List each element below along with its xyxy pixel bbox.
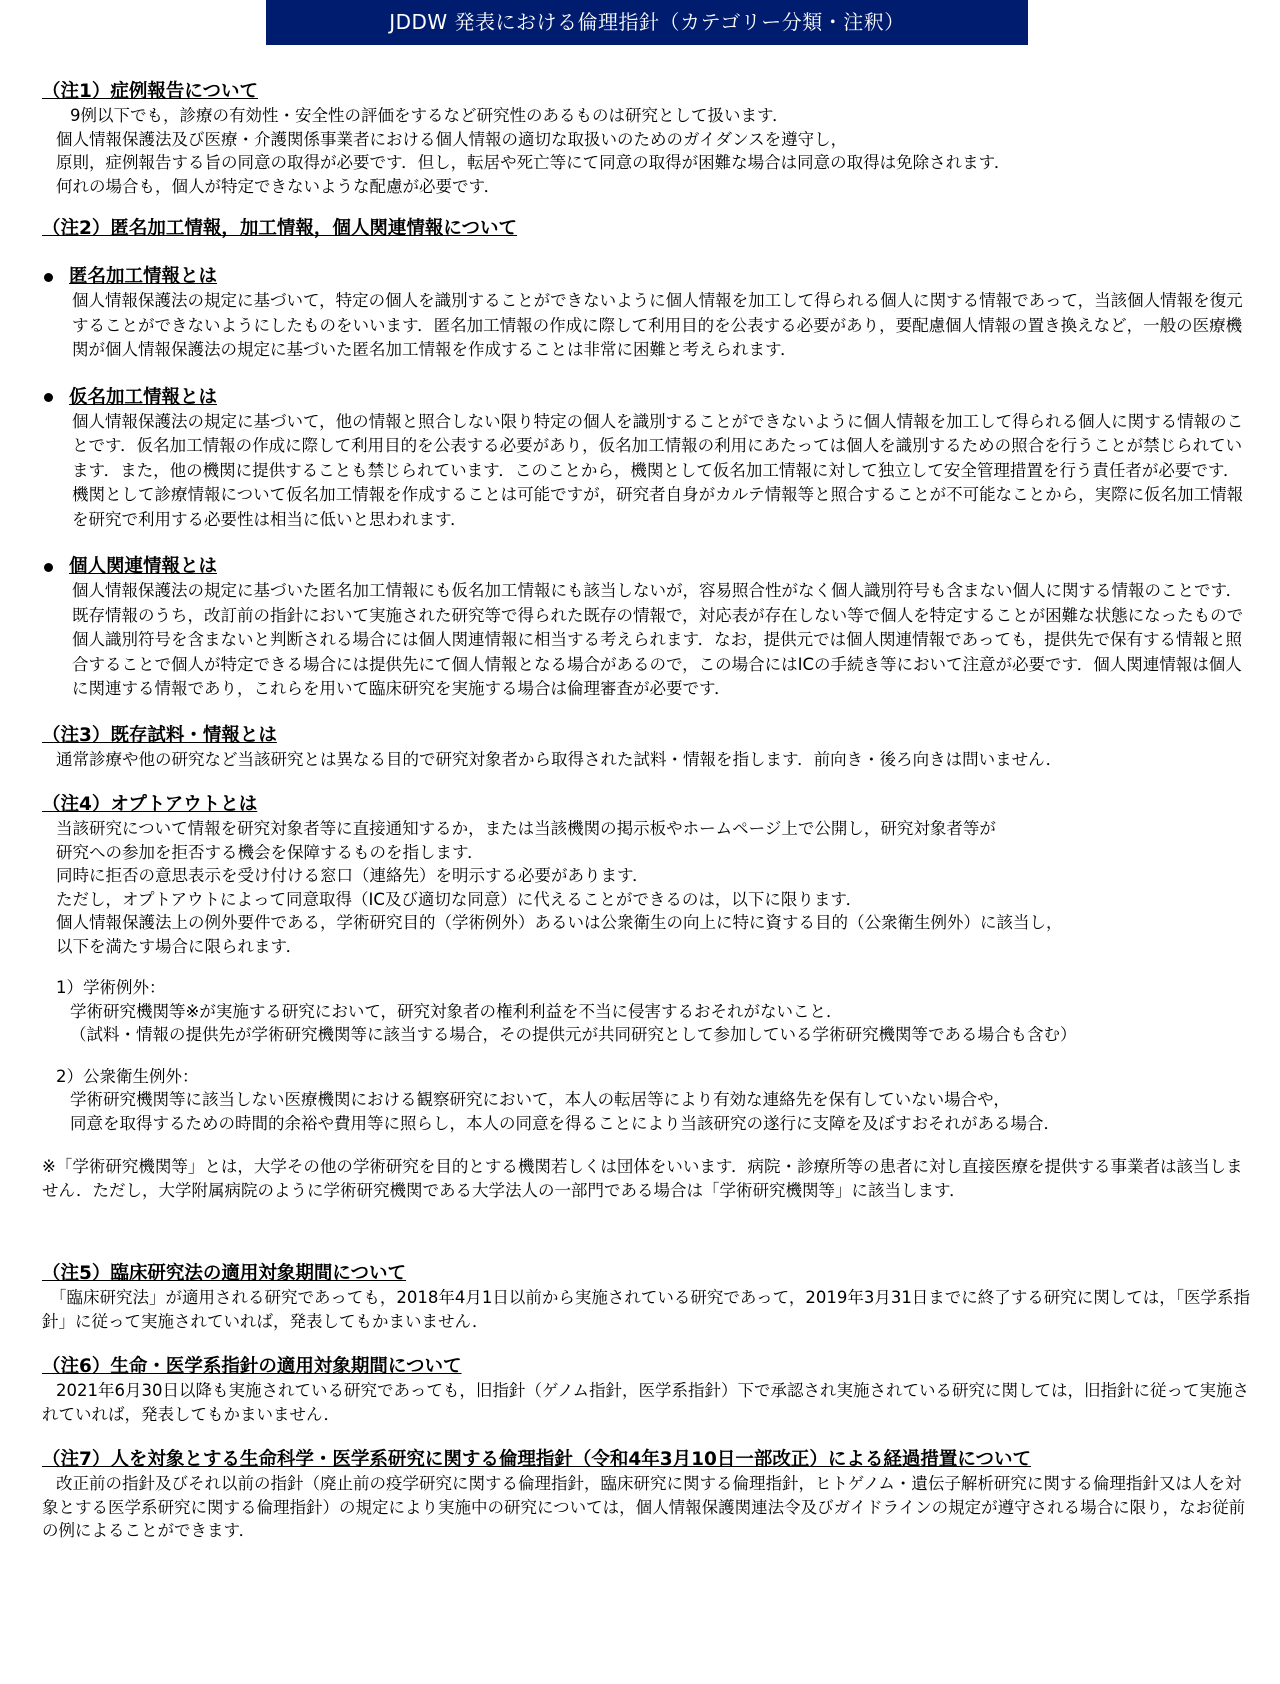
document-title: JDDW 発表における倫理指針（カテゴリー分類・注釈）: [266, 0, 1028, 45]
paragraph-line: 9例以下でも，診療の有効性・安全性の評価をするなど研究性のあるものは研究として扱います．: [70, 106, 789, 125]
section-note3: [42, 724, 1252, 772]
section-heading: （注4）オプトアウトとは: [42, 794, 258, 815]
footnote-paragraph: ※「学術研究機関等」とは，大学その他の学術研究を目的とする機関若しくは団体をいいます．病院・診療所等の患者に対し直接医療を提供する事業者は該当しません．ただし，大学附属病院のように学術研究機関である大学法人の一部門である場合は「学術研究機関等」に該当します．: [42, 1157, 1243, 1200]
document-body: [42, 80, 1252, 1562]
paragraph-line: 以下を満たす場合に限られます．: [56, 936, 303, 956]
bullet-item-heading: [42, 555, 1252, 579]
paragraph-line: 研究への参加を拒否する機会を保障するものを指します．: [56, 842, 484, 862]
section-heading: （注6）生命・医学系指針の適用対象期間について: [42, 1356, 462, 1377]
paragraph-line: 同時に拒否の意思表示を受け付ける窓口（連絡先）を明示する必要があります．: [56, 866, 649, 885]
bullet-icon: [44, 393, 53, 402]
section-heading: （注2）匿名加工情報，加工情報，個人関連情報について: [42, 218, 518, 239]
paragraph: 2021年6月30日以降も実施されている研究であっても，旧指針（ゲノム指針，医学系指針）下で承認され実施されている研究に関しては，旧指針に従って実施されていれば，発表してもかまいません．: [42, 1381, 1250, 1424]
bullet-paragraph: 個人情報保護法の規定に基づいて，他の情報と照合しない限り特定の個人を識別することができないように個人情報を加工して得られる個人に関する情報のことです．仮名加工情報の作成に際して利用目的を公表する必要があり，仮名加工情報の利用にあたっては個人を識別するための照合を行うことが禁じられています．また，他の機関に提供することも禁じられています．このことから，機関として仮名加工情報に対して独立して安全管理措置を行う責任者が必要です．機関として診療情報について仮名加工情報を作成することは可能ですが，研究者自身がカルテ情報等と照合することが不可能なことから，実際に仮名加工情報を研究で利用する必要性は相当に低いと思われます．: [72, 411, 1244, 529]
paragraph: 「臨床研究法」が適用される研究であっても，2018年4月1日以前から実施されている研究であって，2019年3月31日までに終了する研究に関しては，「医学系指針」に従って実施されていれば，発表してもかまいません．: [42, 1288, 1251, 1331]
section-note5: [42, 1262, 1252, 1333]
paragraph-line: 同意を取得するための時間的余裕や費用等に照らし，本人の同意を得ることにより当該研究の遂行に支障を及ぼすおそれがある場合．: [70, 1113, 1060, 1133]
bullet-paragraph: 個人情報保護法の規定に基づいて，特定の個人を識別することができないように個人情報を加工して得られる個人に関する情報であって，当該個人情報を復元することができないようにしたものをいいます．匿名加工情報の作成に際して利用目的を公表する必要があり，要配慮個人情報の置き換えなど，一般の医療機関が個人情報保護法の規定に基づいた匿名加工情報を作成することは非常に困難と考えられます．: [72, 291, 1243, 359]
section-heading: （注5）臨床研究法の適用対象期間について: [42, 1263, 407, 1284]
section-note7: [42, 1448, 1252, 1543]
bullet-item-heading: [42, 386, 1252, 410]
paragraph-line: ただし，オプトアウトによって同意取得（IC及び適切な同意）に代えることができるのは，以下に限ります．: [56, 889, 863, 909]
section-heading: （注7）人を対象とする生命科学・医学系研究に関する倫理指針（令和4年3月10日一部改正）による経過措置について: [42, 1449, 1031, 1470]
exception-label: 1）学術例外：: [56, 978, 166, 997]
paragraph: 改正前の指針及びそれ以前の指針（廃止前の疫学研究に関する倫理指針，臨床研究に関する倫理指針，ヒトゲノム・遺伝子解析研究に関する倫理指針又は人を対象とする医学系研究に関する倫理指針）の規定により実施中の研究については，個人情報保護関連法令及びガイドラインの規定が遵守される場合に限り，なお従前の例によることができます．: [42, 1474, 1246, 1540]
section-note6: [42, 1355, 1252, 1426]
bullet-icon: [44, 563, 53, 572]
paragraph-line: 通常診療や他の研究など当該研究とは異なる目的で研究対象者から取得された試料・情報を指します．前向き・後ろ向きは問いません．: [56, 749, 1063, 769]
section-note2: [42, 217, 1252, 702]
section-note1: [42, 80, 1252, 198]
exception-label: 2）公衆衛生例外：: [56, 1066, 199, 1086]
bullet-heading: 匿名加工情報とは: [69, 266, 218, 287]
paragraph-line: 学術研究機関等※が実施する研究において，研究対象者の権利利益を不当に侵害するおそれがないこと．: [70, 1001, 843, 1021]
bullet-heading: 個人関連情報とは: [69, 556, 218, 577]
section-heading: （注3）既存試料・情報とは: [42, 724, 277, 746]
section-note4: [42, 793, 1252, 1202]
bullet-heading: 仮名加工情報とは: [69, 386, 218, 408]
bullet-item-heading: [42, 265, 1252, 289]
paragraph-line: 個人情報保護法及び医療・介護関係事業者における個人情報の適切な取扱いのためのガイダンスを遵守し，: [56, 129, 848, 149]
paragraph-line: 当該研究について情報を研究対象者等に直接通知するか，または当該機関の掲示板やホームページ上で公開し，研究対象者等が: [56, 819, 996, 838]
paragraph-line: 何れの場合も，個人が特定できないような配慮が必要です．: [56, 176, 501, 196]
bullet-icon: [44, 273, 53, 282]
paragraph-line: （試料・情報の提供先が学術研究機関等に該当する場合，その提供元が共同研究として参加している学術研究機関等である場合も含む）: [70, 1025, 1077, 1044]
paragraph-line: 学術研究機関等に該当しない医療機関における観察研究において，本人の転居等により有効な連絡先を保有していない場合や，: [70, 1090, 1010, 1109]
bullet-paragraph: 個人情報保護法の規定に基づいた匿名加工情報にも仮名加工情報にも該当しないが，容易照合性がなく個人識別符号も含まない個人に関する情報のことです．既存情報のうち，改訂前の指針において実施された研究等で得られた既存の情報で，対応表が存在しない等で個人を特定することが困難な状態になったもので個人識別符号を含まないと判断される場合には個人関連情報に相当する考えられます．なお，提供元では個人関連情報であっても，提供先で保有する情報と照合することで個人が特定できる場合には提供先にて個人情報となる場合があるので，この場合にはICの手続き等において注意が必要です．個人関連情報は個人に関連する情報であり，これらを用いて臨床研究を実施する場合は倫理審査が必要です．: [72, 581, 1244, 698]
paragraph-line: 原則，症例報告する旨の同意の取得が必要です．但し，転居や死亡等にて同意の取得が困難な場合は同意の取得は免除されます．: [56, 153, 1011, 172]
paragraph-line: 個人情報保護法上の例外要件である，学術研究目的（学術例外）あるいは公衆衛生の向上に特に資する目的（公衆衛生例外）に該当し，: [56, 913, 1063, 932]
section-heading: （注1）症例報告について: [42, 81, 259, 102]
